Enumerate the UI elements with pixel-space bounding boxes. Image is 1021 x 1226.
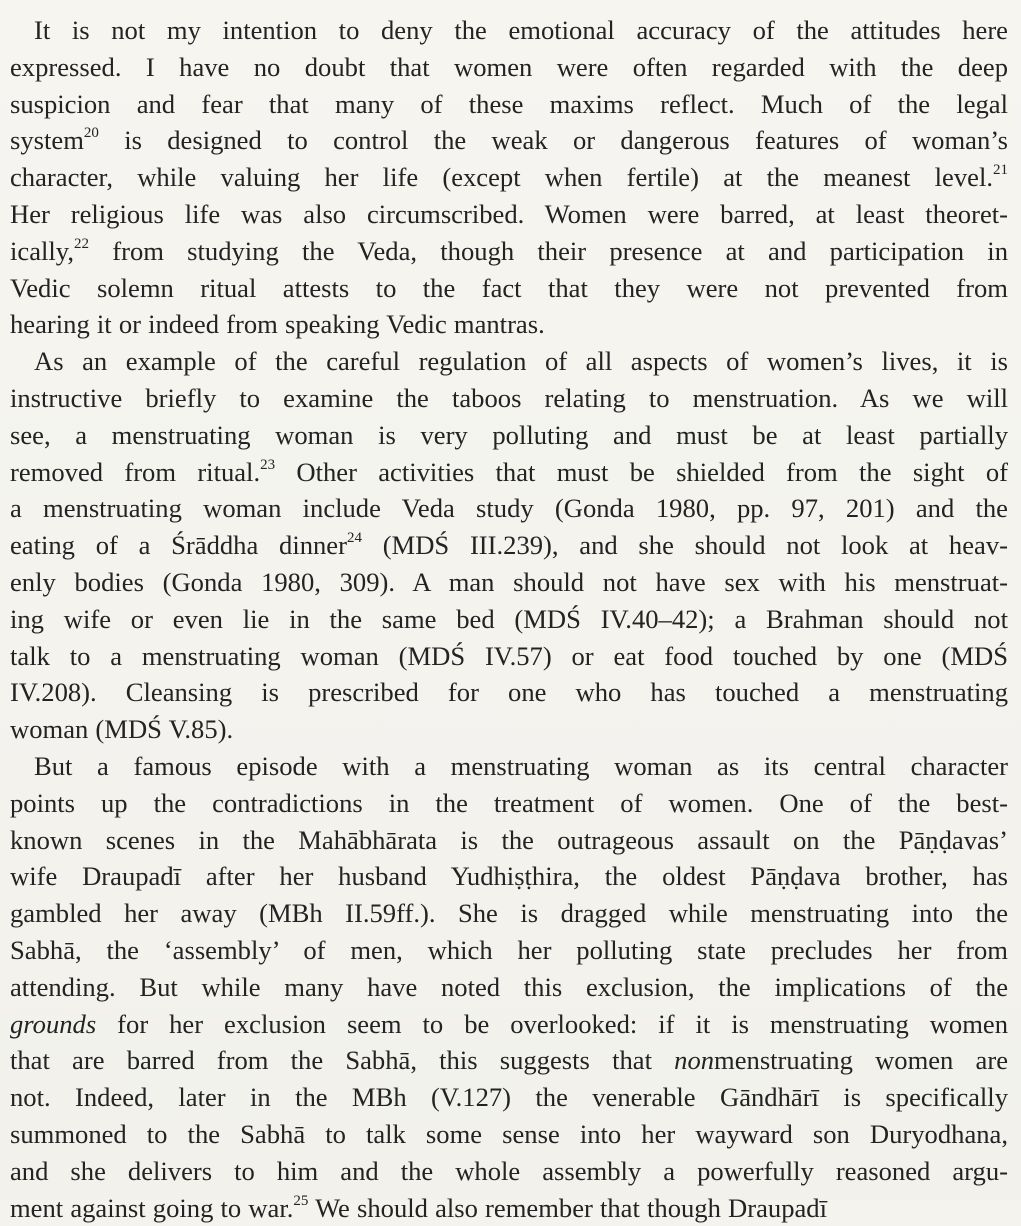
text-line: woman (MDŚ V.85). <box>10 711 1008 748</box>
text-line: a menstruating woman include Veda study (Gonda 1980, pp. 97, 201) and the <box>10 490 1008 527</box>
footnote-marker: 21 <box>993 162 1008 178</box>
text-line: suspicion and fear that many of these maxims reflect. Much of the legal <box>10 86 1008 123</box>
text-line: see, a menstruating woman is very polluting and must be at least partially <box>10 417 1008 454</box>
text-line: wife Draupadī after her husband Yudhiṣṭhira, the oldest Pāṇḍava brother, has <box>10 858 1008 895</box>
text-line: instructive briefly to examine the taboos relating to menstruation. As we will <box>10 380 1008 417</box>
footnote-marker: 22 <box>74 236 89 252</box>
text-line: talk to a menstruating woman (MDŚ IV.57) or eat food touched by one (MDŚ <box>10 638 1008 675</box>
text-line: But a famous episode with a menstruating woman as its central character <box>10 748 1008 785</box>
text-line: character, while valuing her life (except when fertile) at the meanest level.$^{21}$ <box>10 159 1008 196</box>
text-line: gambled her away (MBh II.59ff.). She is dragged while menstruating into the <box>10 895 1008 932</box>
text-line: points up the contradictions in the treatment of women. One of the best- <box>10 785 1008 822</box>
text-line: known scenes in the Mahābhārata is the outrageous assault on the Pāṇḍavas’ <box>10 822 1008 859</box>
paragraph-1 <box>10 12 1008 343</box>
text-line: ing wife or even lie in the same bed (MDŚ IV.40–42); a Brahman should not <box>10 601 1008 638</box>
text-line: ically,$^{22}$ from studying the Veda, though their presence at and participation in <box>10 233 1008 270</box>
text-line: enly bodies (Gonda 1980, 309). A man should not have sex with his menstruat- <box>10 564 1008 601</box>
text-line: summoned to the Sabhā to talk some sense into her wayward son Duryodhana, <box>10 1116 1008 1153</box>
text-line: eating of a Śrāddha dinner$^{24}$ (MDŚ III.239), and she should not look at heav- <box>10 527 1008 564</box>
paragraph-2 <box>10 343 1008 748</box>
paragraph-3 <box>10 748 1008 1226</box>
text-line: IV.208). Cleansing is prescribed for one who has touched a menstruating <box>10 674 1008 711</box>
text-line: hearing it or indeed from speaking Vedic mantras. <box>10 306 1008 343</box>
text-line: not. Indeed, later in the MBh (V.127) the venerable Gāndhārī is specifically <box>10 1079 1008 1116</box>
footnote-marker: 24 <box>347 530 362 546</box>
text-line: removed from ritual.$^{23}$ Other activities that must be shielded from the sight of <box>10 454 1008 491</box>
footnote-marker: 23 <box>260 457 275 473</box>
text-line: Her religious life was also circumscribed. Women were barred, at least theoret- <box>10 196 1008 233</box>
text-line: grounds for her exclusion seem to be overlooked: if it is menstruating women <box>10 1006 1008 1043</box>
text-line: ment against going to war.$^{25}$ We should also remember that though Draupadī <box>10 1190 1008 1226</box>
text-line: Vedic solemn ritual attests to the fact that they were not prevented from <box>10 270 1008 307</box>
text-line: Sabhā, the ‘assembly’ of men, which her polluting state precludes her from <box>10 932 1008 969</box>
italic-text: grounds <box>10 1009 96 1039</box>
footnote-marker: 25 <box>293 1193 308 1209</box>
text-line: and she delivers to him and the whole assembly a powerfully reasoned argu- <box>10 1153 1008 1190</box>
italic-text: non <box>674 1045 714 1075</box>
text-line: that are barred from the Sabhā, this suggests that nonmenstruating women are <box>10 1042 1008 1079</box>
body-text <box>10 12 1008 1226</box>
text-line: system$^{20}$ is designed to control the weak or dangerous features of woman’s <box>10 122 1008 159</box>
text-line: It is not my intention to deny the emotional accuracy of the attitudes here <box>10 12 1008 49</box>
text-line: attending. But while many have noted this exclusion, the implications of the <box>10 969 1008 1006</box>
text-line: expressed. I have no doubt that women were often regarded with the deep <box>10 49 1008 86</box>
footnote-marker: 20 <box>84 125 99 141</box>
text-line: As an example of the careful regulation of all aspects of women’s lives, it is <box>10 343 1008 380</box>
